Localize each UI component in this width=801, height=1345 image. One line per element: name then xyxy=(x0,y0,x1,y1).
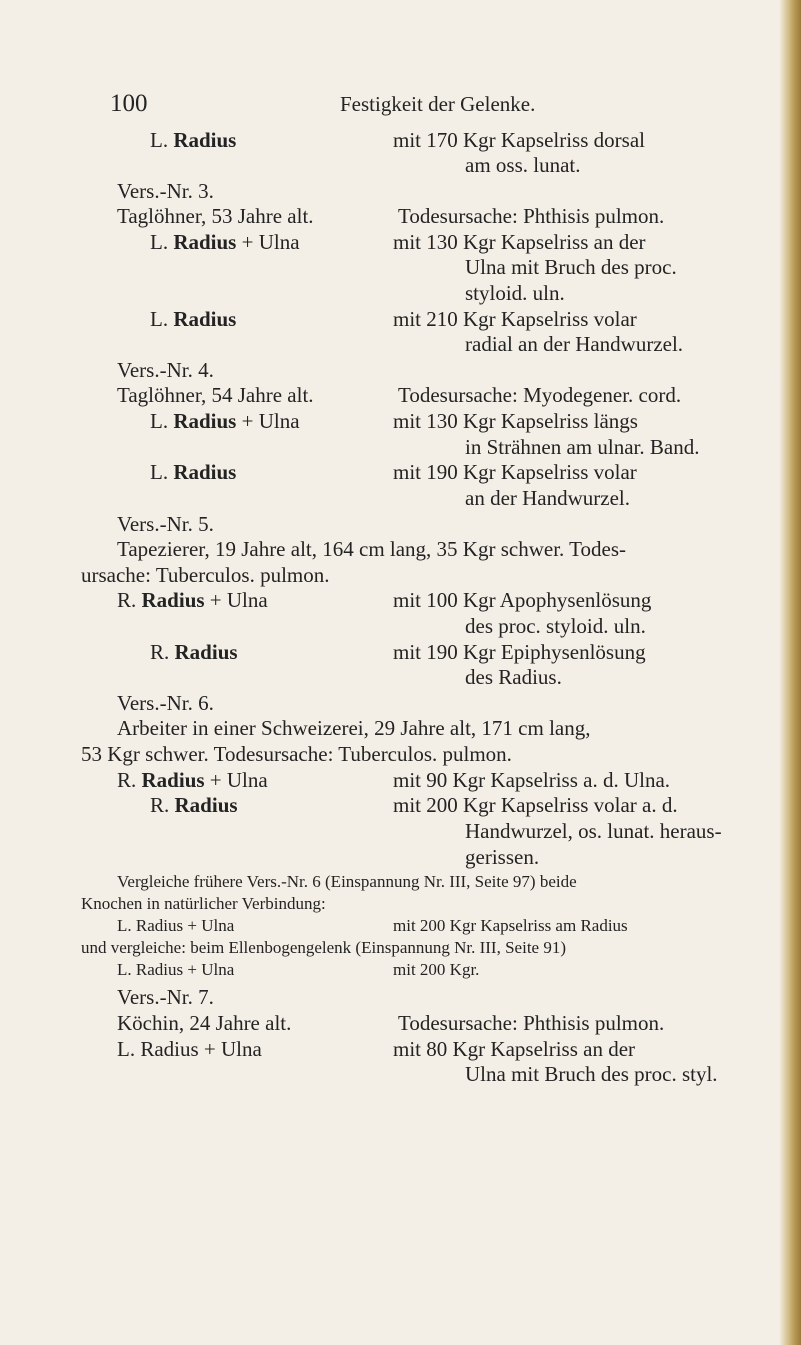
text-line-l3: am oss. lunat. xyxy=(465,153,581,177)
text-line-l4: Vers.-Nr. 3. xyxy=(117,179,214,203)
text-line-l44: mit 200 Kgr Kapselriss am Radius xyxy=(393,916,628,935)
text-line-l24: Tapezierer, 19 Jahre alt, 164 cm lang, 35 Kgr schwer. Todes- xyxy=(117,537,626,561)
text-line-l46: L. Radius + Ulna xyxy=(117,960,235,979)
text-line-l1: L. Radius xyxy=(150,128,237,152)
text-line-l23: Vers.-Nr. 5. xyxy=(117,512,214,536)
text-line-l40: gerissen. xyxy=(465,845,540,869)
text-line-l26: R. Radius + Ulna xyxy=(117,588,268,612)
text-line-l32: Vers.-Nr. 6. xyxy=(117,691,214,715)
text-line-l51: L. Radius + Ulna xyxy=(117,1037,262,1061)
text-line-l19: in Strähnen am ulnar. Band. xyxy=(465,435,700,459)
text-line-l31: des Radius. xyxy=(465,665,562,689)
text-line-l21: mit 190 Kgr Kapselriss volar xyxy=(393,460,637,484)
text-line-l27: mit 100 Kgr Apophysenlösung xyxy=(393,588,652,612)
text-line-l39: Handwurzel, os. lunat. heraus- xyxy=(465,819,722,843)
text-line-l14: Vers.-Nr. 4. xyxy=(117,358,214,382)
text-line-l36: mit 90 Kgr Kapselriss a. d. Ulna. xyxy=(393,768,671,792)
text-line-l38: mit 200 Kgr Kapselriss volar a. d. xyxy=(393,793,678,817)
text-line-l25: ursache: Tuberculos. pulmon. xyxy=(81,563,330,587)
text-line-l35: R. Radius + Ulna xyxy=(117,768,268,792)
text-line-l50: Todesursache: Phthisis pulmon. xyxy=(398,1011,665,1035)
text-line-l41: Vergleiche frühere Vers.-Nr. 6 (Einspannung Nr. III, Seite 97) beide xyxy=(117,872,577,891)
text-line-l9: Ulna mit Bruch des proc. xyxy=(465,255,677,279)
text-line-l42: Knochen in natürlicher Verbindung: xyxy=(81,894,326,913)
text-line-l22: an der Handwurzel. xyxy=(465,486,631,510)
text-line-l15: Taglöhner, 54 Jahre alt. xyxy=(117,383,314,407)
text-line-l28: des proc. styloid. uln. xyxy=(465,614,646,638)
text-line-l48: Vers.-Nr. 7. xyxy=(117,985,214,1009)
text-line-l11: L. Radius xyxy=(150,307,237,331)
text-line-l2: mit 170 Kgr Kapselriss dorsal xyxy=(393,128,645,152)
page-number: 100 xyxy=(110,90,148,117)
text-line-l49: Köchin, 24 Jahre alt. xyxy=(117,1011,292,1035)
text-line-l17: L. Radius + Ulna xyxy=(150,409,300,433)
text-line-l53: Ulna mit Bruch des proc. styl. xyxy=(465,1062,718,1086)
text-line-l8: mit 130 Kgr Kapselriss an der xyxy=(393,230,646,254)
text-line-l20: L. Radius xyxy=(150,460,237,484)
text-line-l12: mit 210 Kgr Kapselriss volar xyxy=(393,307,637,331)
text-line-l5: Taglöhner, 53 Jahre alt. xyxy=(117,204,314,228)
text-line-l34: 53 Kgr schwer. Todesursache: Tuberculos. pulmon. xyxy=(81,742,512,766)
text-line-l47: mit 200 Kgr. xyxy=(393,960,480,979)
text-line-l33: Arbeiter in einer Schweizerei, 29 Jahre alt, 171 cm lang, xyxy=(117,716,591,740)
text-line-l45: und vergleiche: beim Ellenbogengelenk (Einspannung Nr. III, Seite 91) xyxy=(81,938,566,957)
page-header xyxy=(110,90,770,120)
text-line-l10: styloid. uln. xyxy=(465,281,565,305)
page-edge-shadow xyxy=(779,0,801,1345)
running-title: Festigkeit der Gelenke. xyxy=(340,92,536,116)
text-line-l18: mit 130 Kgr Kapselriss längs xyxy=(393,409,638,433)
text-line-l13: radial an der Handwurzel. xyxy=(465,332,684,356)
text-line-l52: mit 80 Kgr Kapselriss an der xyxy=(393,1037,636,1061)
text-line-l29: R. Radius xyxy=(150,640,238,664)
text-line-l30: mit 190 Kgr Epiphysenlösung xyxy=(393,640,646,664)
text-line-l16: Todesursache: Myodegener. cord. xyxy=(398,383,682,407)
text-line-l7: L. Radius + Ulna xyxy=(150,230,300,254)
text-line-l6: Todesursache: Phthisis pulmon. xyxy=(398,204,665,228)
text-line-l37: R. Radius xyxy=(150,793,238,817)
text-line-l43: L. Radius + Ulna xyxy=(117,916,235,935)
